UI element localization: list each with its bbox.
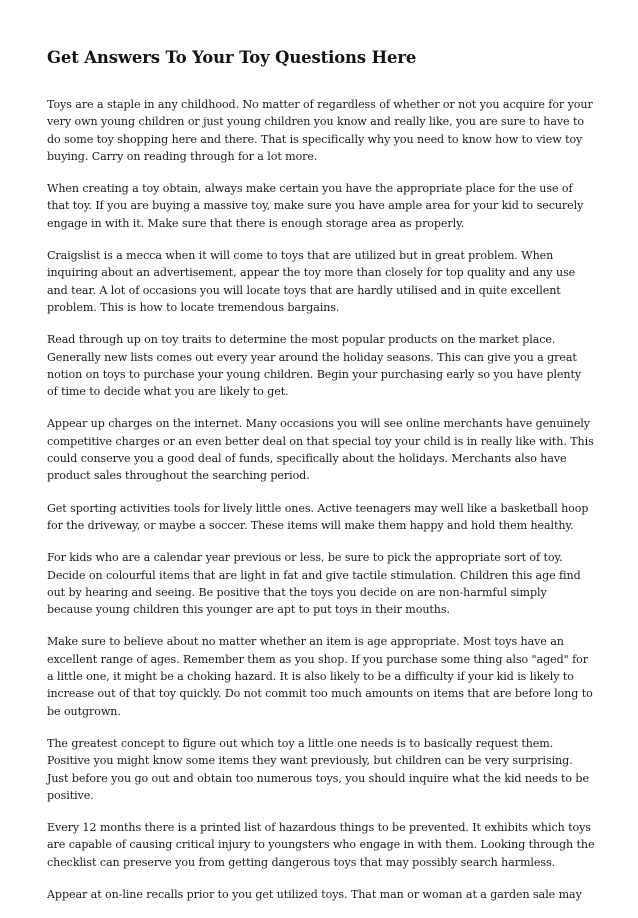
paragraph-4: Read through up on toy traits to determine the most popular products on the market place. Generally new lists comes out every year around the holiday seasons. This can give you a great notion on toys to purchase your young children. Begin your purchasing early so you have plenty of time to decide what you are likely to get. bbox=[47, 333, 582, 399]
paragraph-7: For kids who are a calendar year previous or less, be sure to pick the appropriate sort of toy. Decide on colourful items that are light in fat and give tactile stimulation. Children this age find out by hearing and seeing. Be positive that the toys you decide on are non-harmful simply because young children this younger are apt to put toys in their mouths. bbox=[47, 551, 581, 617]
paragraph-8: Make sure to believe about no matter whether an item is age appropriate. Most toys have an excellent range of ages. Remember them as you shop. If you purchase some thing also "aged" for a little one, it might be a choking hazard. It is also likely to be a difficulty if your kid is likely to increase out of that toy quickly. Do not commit too much amounts on items that are before long to be outgrown. bbox=[47, 635, 593, 718]
paragraph-1: Toys are a staple in any childhood. No matter of regardless of whether or not you acquire for your very own young children or just young children you know and really like, you are sure to have to do some toy shopping here and there. That is specifically why you need to know how to view toy buying. Carry on reading through for a lot more. bbox=[47, 98, 593, 163]
paragraph-5: Appear up charges on the internet. Many occasions you will see online merchants have genuinely competitive charges or an even better deal on that special toy your child is in really like with. This could conserve you a good deal of funds, specifically about the holidays. Merchants also have product sales throughout the searching period. bbox=[47, 417, 594, 483]
paragraph-10: Every 12 months there is a printed list of hazardous things to be prevented. It exhibits which toys are capable of causing critical injury to youngsters who engage in with them. Looking through the checklist can preserve you from getting dangerous toys that may possibly search harmless. bbox=[47, 821, 595, 869]
document-title: Get Answers To Your Toy Questions Here bbox=[47, 48, 417, 67]
paragraph-6: Get sporting activities tools for lively little ones. Active teenagers may well like a basketball hoop for the driveway, or maybe a soccer. These items will make them happy and hold them healthy. bbox=[47, 501, 589, 532]
paragraph-2: When creating a toy obtain, always make certain you have the appropriate place for the use of that toy. If you are buying a massive toy, make sure you have ample area for your kid to securely engage in with it. Make sure that there is enough storage area as properly. bbox=[47, 182, 584, 230]
document-page bbox=[47, 46, 595, 918]
paragraph-9: The greatest concept to figure out which toy a little one needs is to basically request them. Positive you might know some items they want previously, but children can be very surprising. Just before you go out and obtain too numerous toys, you should inquire what the kid needs to be positive. bbox=[47, 736, 589, 802]
paragraph-3: Craigslist is a mecca when it will come to toys that are utilized but in great problem. When inquiring about an advertisement, appear the toy more than closely for top quality and any use and tear. A lot of occasions you will locate toys that are hardly utilised and in quite excellent problem. This is how to locate tremendous bargains. bbox=[47, 249, 576, 314]
paragraph-11: Appear at on-line recalls prior to you get utilized toys. That man or woman at a garden sale may bbox=[47, 887, 582, 901]
